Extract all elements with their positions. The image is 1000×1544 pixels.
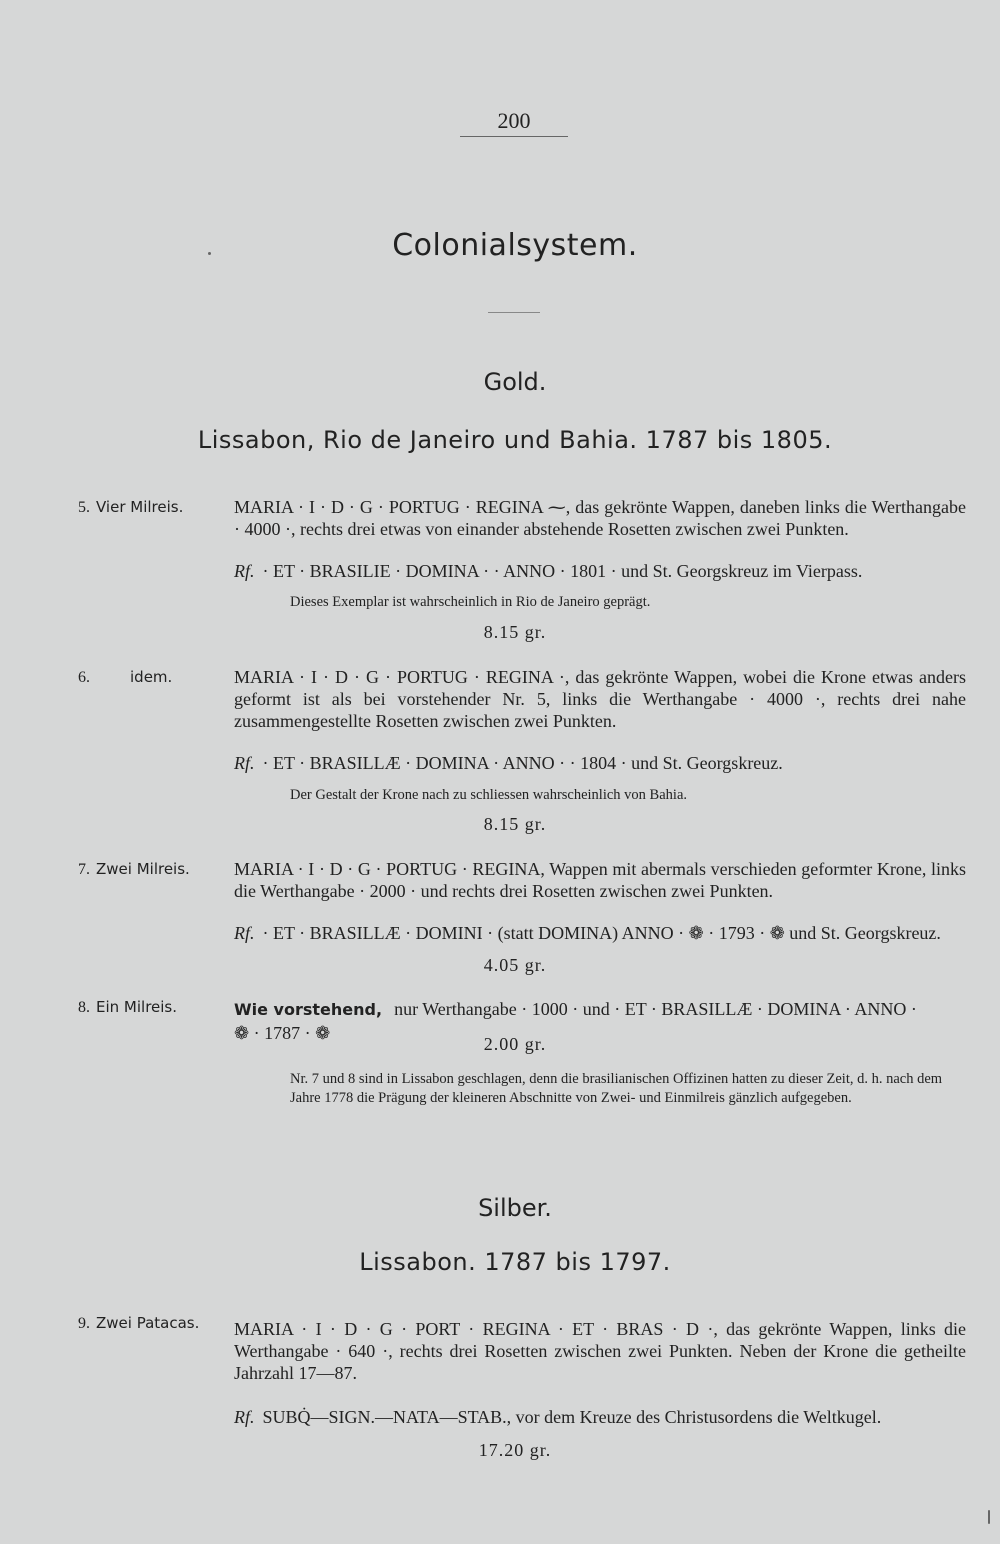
entry-number: 5. [78,499,90,516]
reverse-mark: Rf. [234,1407,255,1427]
entry-5-reverse [234,560,974,582]
entry-7-reverse [234,922,974,944]
gold-heading: Gold. [483,368,547,396]
reverse-mark: Rf. [234,923,255,943]
paper-speck [208,252,211,255]
reverse-text: · ET · BRASILLÆ · DOMINA · ANNO · · 1804 · und St. Georgskreuz. [262,753,783,773]
entry-6-obverse: MARIA · I · D · G · PORTUG · REGINA ·, das gekrönte Wappen, wobei die Krone etwas anders geformt ist als bei vorstehender Nr. 5, links die Werthangabe · 4000 ·, rechts drei nahe zusammengestellte Rosetten zwischen zwei Punkten. [234,667,966,731]
paper-speck [988,1510,990,1524]
entry-8-lead: Wie vorstehend, [234,1000,383,1019]
entry-8-weight: 2.00 gr. [483,1034,547,1054]
entry-6-reverse [234,752,974,774]
entry-number: 8. [78,999,90,1016]
entry-8-label [78,998,177,1017]
silver-subheading: Lissabon. 1787 bis 1797. [359,1248,671,1276]
entry-5-weight: 8.15 gr. [483,622,547,642]
entry-8-obverse-text: nur Werthangabe · 1000 · und · ET · BRASILLÆ · DOMINA · ANNO · [394,999,917,1019]
entry-6-note: Der Gestalt der Krone nach zu schliessen wahrscheinlich von Bahia. [290,787,688,803]
entry-5-note: Dieses Exemplar ist wahrscheinlich in Rio de Janeiro geprägt. [290,594,651,610]
entry-denomination: Vier Milreis. [96,498,184,516]
reverse-mark: Rf. [234,753,255,773]
entry-5-obverse: MARIA · I · D · G · PORTUG · REGINA ⁓, das gekrönte Wappen, daneben links die Werthangabe · 4000 ·, rechts drei etwas von einander abstehende Rosetten zwischen zwei Punkten. [234,497,966,539]
entry-number: 9. [78,1315,90,1332]
entry-6-label [78,668,172,687]
entry-denomination: Ein Milreis. [96,998,178,1016]
reverse-text: SUBQ̇—SIGN.—NATA—STAB., vor dem Kreuze des Christusordens die Weltkugel. [262,1407,882,1427]
entry-9-label [78,1314,199,1333]
page-number: 200 [460,108,568,137]
entry-9-weight: 17.20 gr. [478,1440,552,1460]
entry-7-weight: 4.05 gr. [483,955,547,975]
page-title: Colonialsystem. [392,228,638,263]
entry-denomination: Zwei Milreis. [96,860,190,878]
entry-number: 7. [78,861,90,878]
entry-9-obverse: MARIA · I · D · G · PORT · REGINA · ET · BRAS · D ·, das gekrönte Wappen, links die Werthangabe · 640 ·, rechts drei Rosetten zwischen zwei Punkten. Neben der Krone die getheilte Jahrzahl 17—87. [234,1319,966,1383]
title-divider [488,312,540,313]
entry-9-reverse [234,1406,974,1428]
reverse-text: · ET · BRASILLÆ · DOMINI · (statt DOMINA) ANNO · ❁ · 1793 · ❁ und St. Georgskreuz. [262,923,941,943]
reverse-text: · ET · BRASILIE · DOMINA · · ANNO · 1801 · und St. Georgskreuz im Vierpass. [262,561,863,581]
entry-denomination: idem. [130,668,173,686]
entry-6-weight: 8.15 gr. [483,814,547,834]
entry-8-obverse [234,998,974,1021]
entry-denomination: Zwei Patacas. [96,1314,200,1332]
silver-heading: Silber. [478,1194,552,1222]
entry-7-label [78,860,190,879]
entry-8-note: Nr. 7 und 8 sind in Lissabon geschlagen, denn die brasilianischen Offizinen hatten zu dieser Zeit, d. h. nach dem Jahre 1778 die Prägung der kleineren Abschnitte von Zwei- und Einmilreis gänzlich aufgegeben. [290,1071,943,1106]
entry-8-obverse-line2: ❁ · 1787 · ❁ [234,1023,331,1043]
entry-number: 6. [78,669,90,686]
reverse-mark: Rf. [234,561,255,581]
entry-5-label [78,498,183,517]
gold-subheading: Lissabon, Rio de Janeiro und Bahia. 1787 bis 1805. [197,426,833,454]
entry-7-obverse: MARIA · I · D · G · PORTUG · REGINA, Wappen mit abermals verschieden geformter Krone, links die Werthangabe · 2000 · und rechts drei Rosetten zwischen zwei Punkten. [234,859,966,901]
